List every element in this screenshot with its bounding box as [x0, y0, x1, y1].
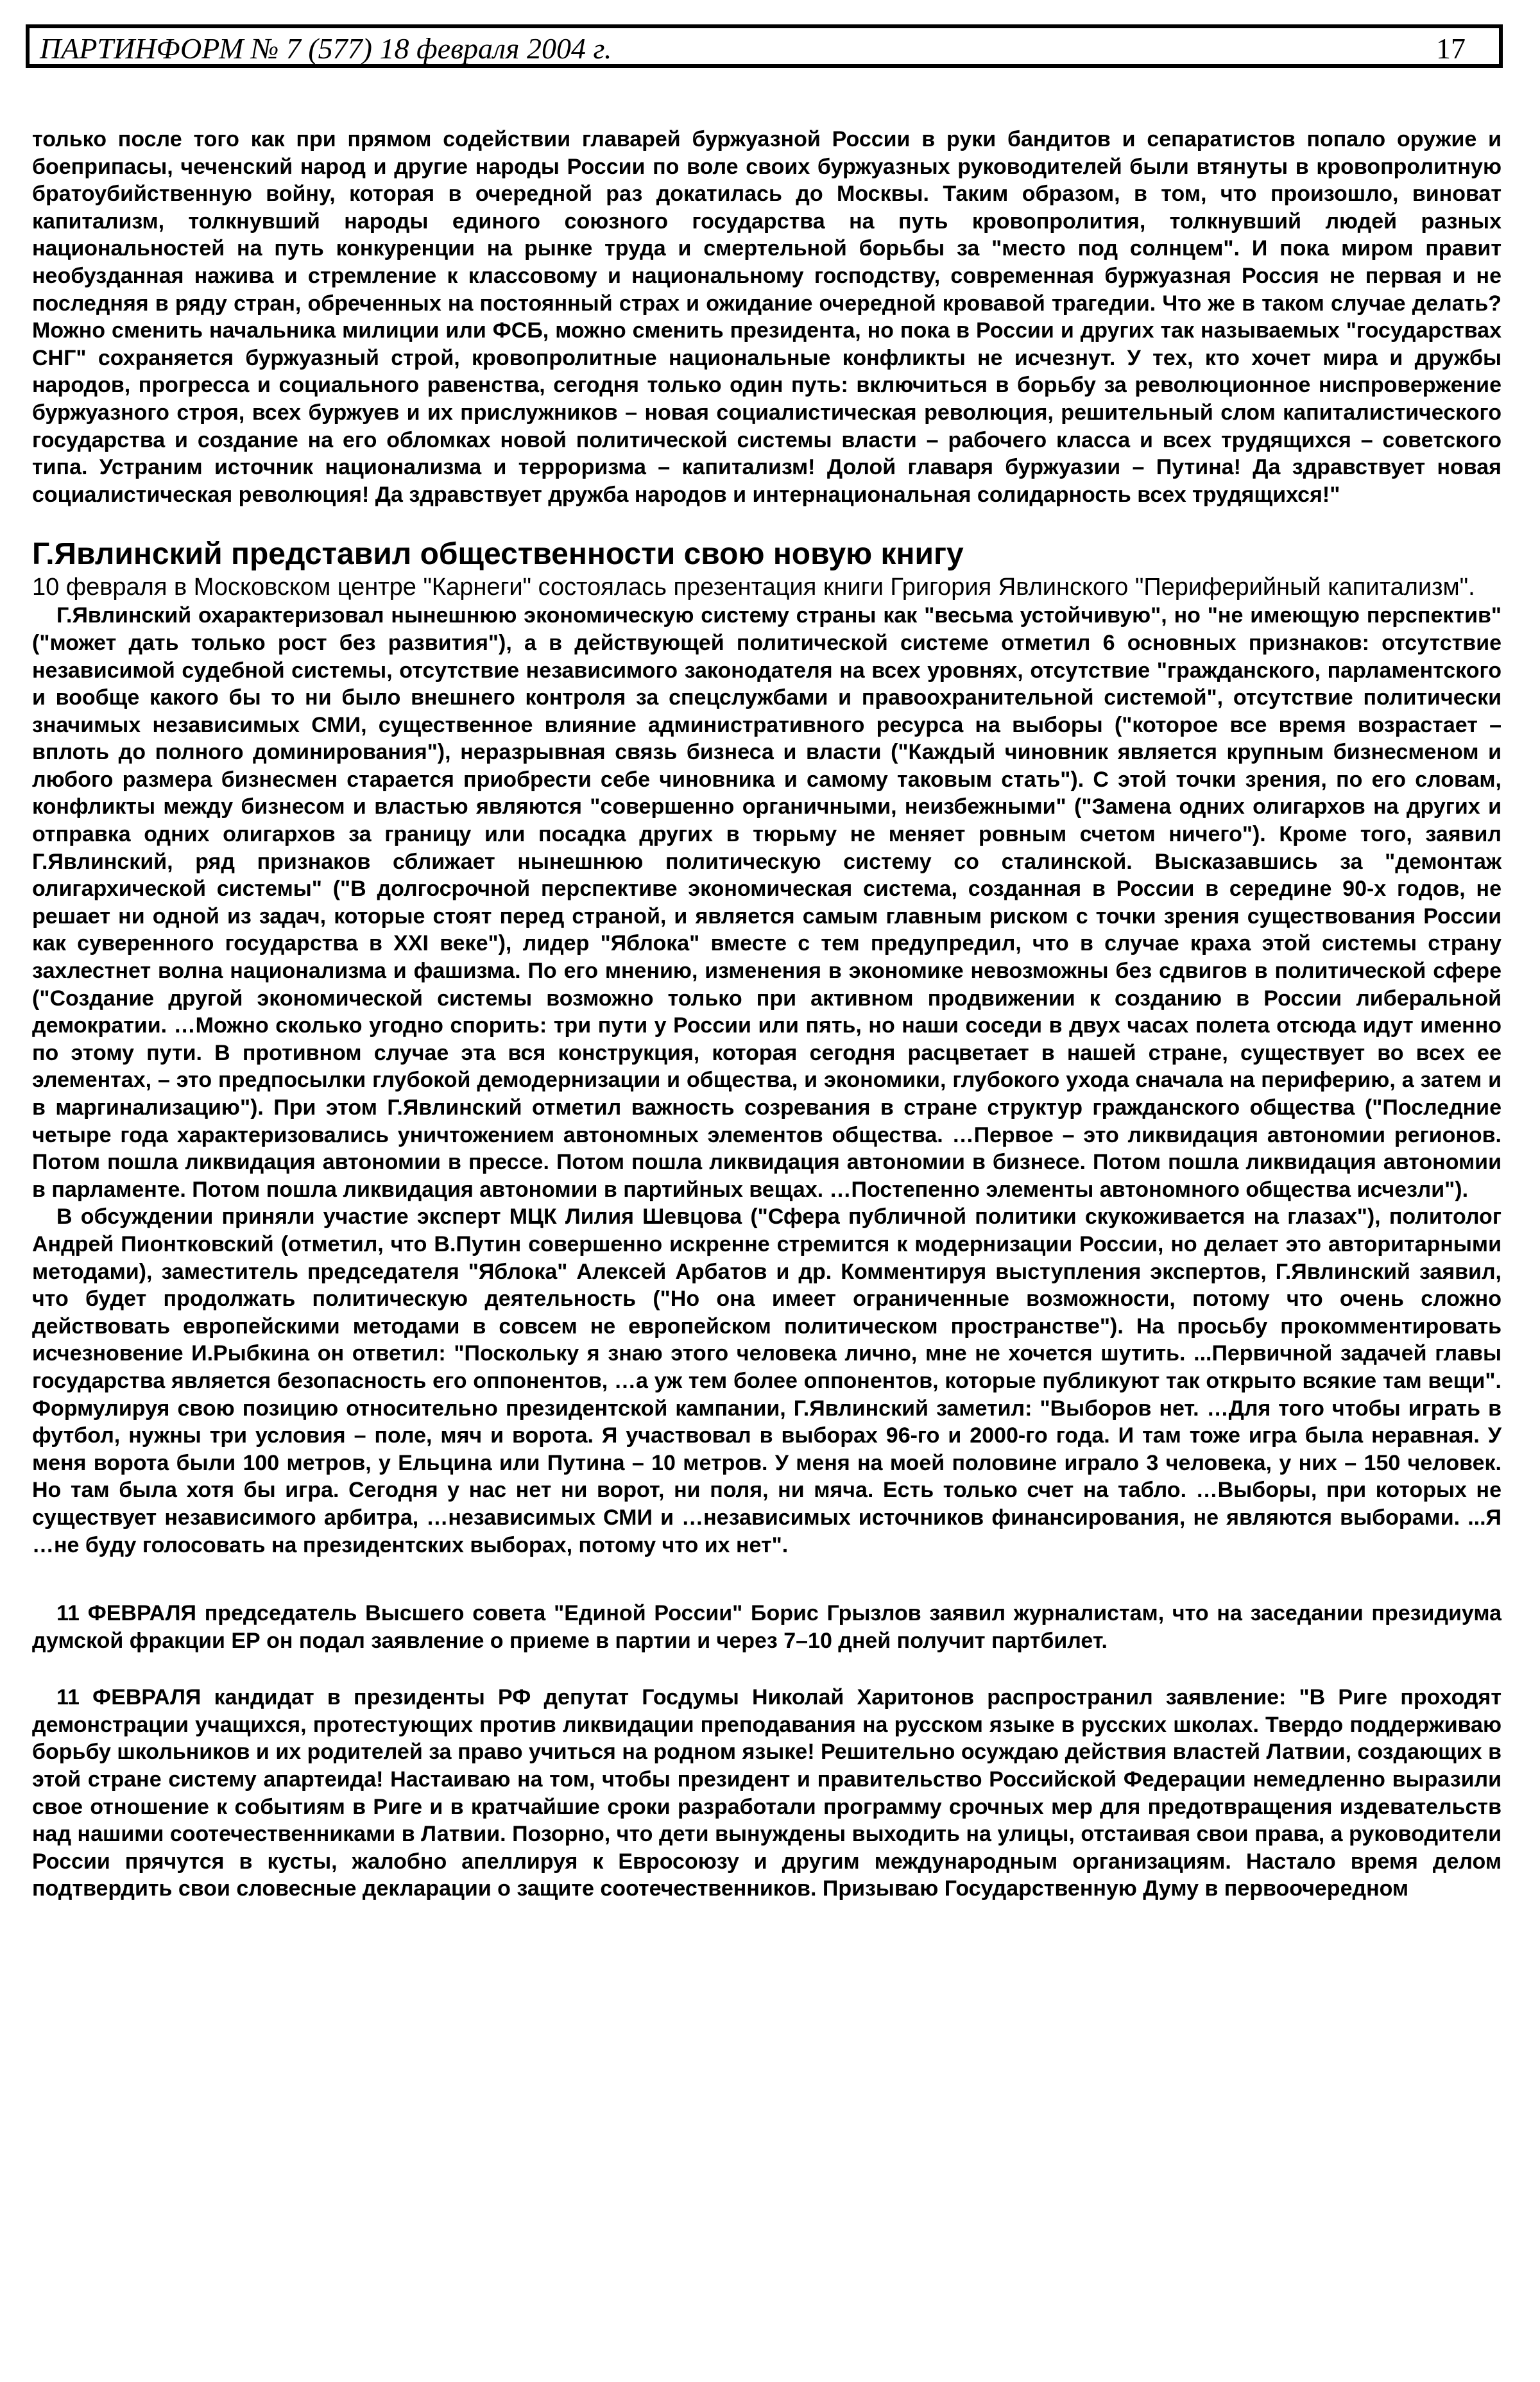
- article-lead: 10 февраля в Московском центре "Карнеги" состоялась презентация книги Григория Явлинского "Периферийный капитализм".: [32, 574, 1475, 601]
- spacer: [32, 508, 1502, 536]
- article-paragraph: Г.Явлинский охарактеризовал нынешнюю экономическую систему страны как "весьма устойчивую", но "не имеющую перспектив" ("может дать только рост без развития"), а в действующей политической системе отметил 6 основных признаков: отсутствие независимой судебной системы, отсутствие независимого законодателя на всех уровнях, отсутствие "гражданского, парламентского и вообще какого бы то ни было внешнего контроля за спецслужбами и правоохранительной системой", отсутствие политически значимых независимых СМИ, существенное влияние административного ресурса на выборы ("которое все время возрастает – вплоть до полного доминирования"), неразрывная связь бизнеса и власти ("Каждый чиновник является крупным бизнесменом и любого размера бизнесмен старается приобрести себе чиновника и самому таковым стать"). С этой точки зрения, по его словам, конфликты между бизнесом и властью являются "совершенно органичными, неизбежными" ("Замена одних олигархов на других и отправка одних олигархов за границу или посадка других в тюрьму не меняет ровным счетом ничего"). Кроме того, заявил Г.Явлинский, ряд признаков сближает нынешнюю политическую систему со сталинской. Высказавшись за "демонтаж олигархической системы" ("В долгосрочной перспективе экономическая система, созданная в России в середине 90-х годов, не решает ни одной из задач, которые стоят перед страной, и является самым главным риском с точки зрения существования России как суверенного государства в XXI веке"), лидер "Яблока" вместе с тем предупредил, что в случае краха этой системы страну захлестнет волна национализма и фашизма. По его мнению, изменения в экономике невозможны без сдвигов в политической сфере ("Создание другой экономической системы возможно только при активном продвижении к созданию в России либеральной демократии. …Можно сколько угодно спорить: три пути у России или пять, но наши соседи в двух часах полета отсюда идут именно по этому пути. В противном случае эта вся конструкция, которая сегодня расцветает в нашей стране, существует во всех ее элементах, – это предпосылки глубокой демодернизации и общества, и экономики, глубокого ухода сначала на периферию, а затем и в маргинализацию"). При этом Г.Явлинский отметил важность созревания в стране структур гражданского общества ("Последние четыре года характеризовались уничтожением автономных элементов общества. …Первое – это ликвидация автономии регионов. Потом пошла ликвидация автономии в прессе. Потом пошла ликвидация автономии в бизнесе. Потом пошла ликвидация автономии в парламенте. Потом пошла ликвидация автономии в партийных вещах. …Постепенно элементы автономного общества исчезли").: [32, 603, 1502, 1202]
- page-header: [26, 24, 1503, 68]
- newspaper-issue-title: ПАРТИНФОРМ № 7 (577) 18 февраля 2004 г.: [40, 32, 612, 65]
- page-content: [32, 126, 1502, 1903]
- previous-article-ending: только после того как при прямом содействии главарей буржуазной России в руки бандитов и сепаратистов попало оружие и боеприпасы, чеченский народ и другие народы России по воле своих буржуазных руководителей были втянуты в кровопролитную братоубийственную войну, которая в очередной раз докатилась до Москвы. Таким образом, в том, что произошло, виноват капитализм, толкнувший народы единого союзного государства на путь кровопролития, толкнувший людей разных национальностей на путь конкуренции на рынке труда и смертельной борьбы за "место под солнцем". И пока миром правит необузданная нажива и стремление к классовому и национальному господству, современная буржуазная Россия не первая и не последняя в ряду стран, обреченных на постоянный страх и ожидание очередной кровавой трагедии. Что же в таком случае делать? Можно сменить начальника милиции или ФСБ, можно сменить президента, но пока в России и других так называемых "государствах СНГ" сохраняется буржуазный строй, кровопролитные национальные конфликты не исчезнут. У тех, кто хочет мира и дружбы народов, прогресса и социального равенства, сегодня только один путь: включиться в борьбу за революционное ниспровержение буржуазного строя, всех буржуев и их прислужников – новая социалистическая революция, решительный слом капиталистического государства и создание на его обломках новой политической системы власти – рабочего класса и всех трудящихся – советского типа. Устраним источник национализма и терроризма – капитализм! Долой главаря буржуазии – Путина! Да здравствует новая социалистическая революция! Да здравствует дружба народов и интернациональная солидарность всех трудящихся!": [32, 127, 1502, 507]
- news-item-gryzlov: 11 ФЕВРАЛЯ председатель Высшего совета "Единой России" Борис Грызлов заявил журналистам, что на заседании президиума думской фракции ЕР он подал заявление о приеме в партии и через 7–10 дней получит партбилет.: [32, 1601, 1502, 1653]
- spacer: [32, 1559, 1502, 1600]
- spacer: [32, 1654, 1502, 1684]
- article-paragraph: В обсуждении приняли участие эксперт МЦК Лилия Шевцова ("Сфера публичной политики скукоживается на глазах"), политолог Андрей Пионтковский (отметил, что В.Путин совершенно искренне стремится к модернизации России, но делает это авторитарными методами), заместитель председателя "Яблока" Алексей Арбатов и др. Комментируя выступления экспертов, Г.Явлинский заявил, что будет продолжать политическую деятельность ("Но она имеет ограниченные возможности, потому что очень сложно действовать европейскими методами в совсем не европейском политическом пространстве"). На просьбу прокомментировать исчезновение И.Рыбкина он ответил: "Поскольку я знаю этого человека лично, мне не хочется шутить. ...Первичной задачей главы государства является безопасность его оппонентов, …а уж тем более оппонентов, которые публикуют так открыто всякие там вещи". Формулируя свою позицию относительно президентской кампании, Г.Явлинский заметил: "Выборов нет. …Для того чтобы играть в футбол, нужны три условия – поле, мяч и ворота. Я участвовал в выборах 96-го и 2000-го года. И там тоже игра была неравная. У меня ворота были 100 метров, у Ельцина или Путина – 10 метров. У меня на моей половине играло 3 человека, у них – 150 человек. Но там была хотя бы игра. Сегодня у нас нет ни ворот, ни поля, ни мяча. Есть только счет на табло. …Выборы, при которых не существует независимого арбитра, …независимых СМИ и …независимых источников финансирования, не являются выборами. ...Я …не буду голосовать на президентских выборах, потому что их нет".: [32, 1204, 1502, 1557]
- news-item-kharitonov: 11 ФЕВРАЛЯ кандидат в президенты РФ депутат Госдумы Николай Харитонов распространил заявление: "В Риге проходят демонстрации учащихся, протестующих против ликвидации преподавания на русском языке в русских школах. Твердо поддерживаю борьбу школьников и их родителей за право учиться на родном языке! Решительно осуждаю действия властей Латвии, создающих в этой стране систему апартеида! Настаиваю на том, чтобы президент и правительство Российской Федерации немедленно выразили свое отношение к событиям в Риге и в кратчайшие сроки разработали программу срочных мер для предотвращения издевательств над нашими соотечественниками в Латвии. Позорно, что дети вынуждены выходить на улицы, отстаивая свои права, а руководители России прячутся в кусты, жалобно апеллируя к Евросоюзу и другим международным организациям. Настало время делом подтвердить свои словесные декларации о защите соотечественников. Призываю Государственную Думу в первоочередном: [32, 1685, 1502, 1901]
- article-headline: Г.Явлинский представил общественности свою новую книгу: [32, 537, 964, 572]
- page-number: 17: [1436, 32, 1466, 65]
